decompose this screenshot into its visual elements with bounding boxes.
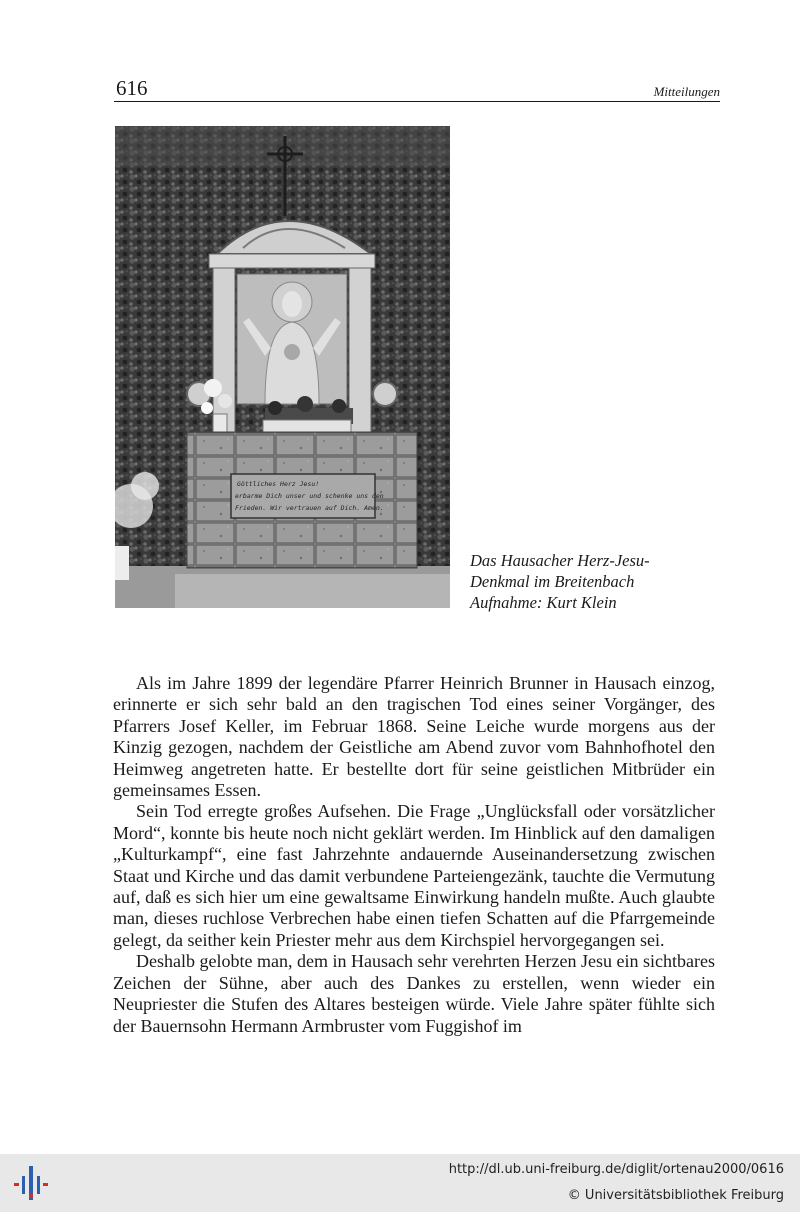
running-head: Mitteilungen (653, 84, 720, 99)
source-url-link[interactable]: http://dl.ub.uni-freiburg.de/diglit/ortenau2000/0616 (448, 1162, 784, 1177)
photo-caption (470, 550, 650, 613)
footer-bar (0, 1154, 800, 1212)
copyright-notice: © Universitätsbibliothek Freiburg (567, 1188, 784, 1203)
shrine-photo (115, 126, 450, 608)
plaque-line-1: Göttliches Herz Jesu! (237, 480, 320, 488)
plaque-line-3: Frieden. Wir vertrauen auf Dich. Amen. (235, 504, 384, 512)
paragraph: Deshalb gelobte man, dem in Hausach sehr verehrten Herzen Jesu ein sichtbares Zeichen der Sühne, aber auch des Dankes zu erstellen, wenn wieder ein Neupriester die Stufen des Altares besteigen würde. Viele Jahre später fühlte sich der Bauernsohn Hermann Armbruster vom Fuggishof im (113, 951, 715, 1036)
caption-line: Denkmal im Breitenbach (470, 572, 635, 591)
ub-freiburg-logo-icon (12, 1164, 50, 1202)
body-text (113, 673, 715, 1037)
paragraph: Als im Jahre 1899 der legendäre Pfarrer Heinrich Brunner in Hausach einzog, erinnerte er sich sehr bald an den tragischen Tod eines seiner Vorgänger, des Pfarrers Josef Keller, im Februar 1868. Seine Leiche wurde morgens aus der Kinzig gezogen, nachdem der Geistliche am Abend zuvor vom Bahnhofhotel den Heimweg angetreten hatte. Er bestellte dort für seine geistlichen Mitbrüder ein gemeinsames Essen. (113, 673, 715, 801)
caption-line: Das Hausacher Herz-Jesu- (470, 551, 650, 570)
plaque-line-2: erbarme Dich unser und schenke uns den (235, 492, 384, 500)
caption-line: Aufnahme: Kurt Klein (470, 593, 617, 612)
header-rule (114, 101, 720, 102)
paragraph: Sein Tod erregte großes Aufsehen. Die Frage „Unglücksfall oder vorsätzlicher Mord“, konnte bis heute noch nicht geklärt werden. Im Hinblick auf den damaligen „Kulturkampf“, eine fast Jahrzehnte andauernde Auseinandersetzung zwischen Staat und Kirche und das damit verbundene Parteiengezänk, tauchte die Vermutung auf, daß es sich hier um eine gewaltsame Einwirkung handeln mußte. Auch glaubte man, dieses ruchlose Verbrechen habe einen tiefen Schatten auf die Pfarrgemeinde gelegt, da seither kein Priester mehr aus dem Kirchspiel hervorgegangen sei. (113, 801, 715, 950)
page-number: 616 (116, 76, 148, 100)
